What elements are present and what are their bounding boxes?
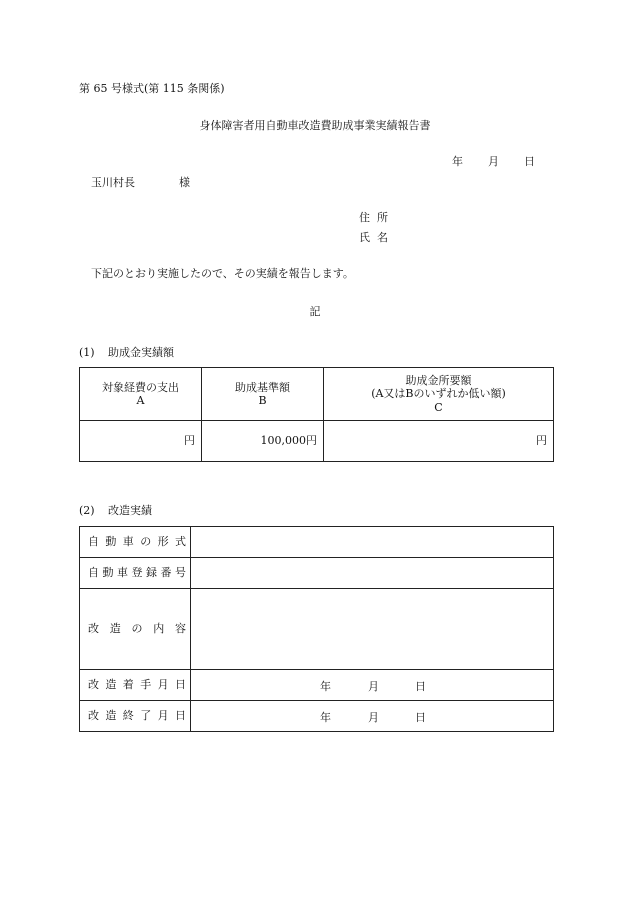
header-standard-amount (202, 368, 324, 421)
value-required-amount[interactable]: 円 (324, 421, 554, 462)
date-day: 日 (524, 155, 535, 168)
value-standard-amount[interactable]: 100,000円 (202, 421, 324, 462)
label-text: 自動車登録番号 (88, 566, 190, 580)
document-title: 身体障害者用自動車改造費助成事業実績報告書 (199, 119, 431, 132)
table-row (80, 589, 554, 670)
label-end-date (80, 701, 191, 732)
field-vehicle-model[interactable] (191, 527, 554, 558)
label-vehicle-model (80, 527, 191, 558)
date-year: 年 (452, 155, 463, 168)
end-day: 日 (415, 711, 426, 724)
form-number: 第 65 号様式(第 115 条関係) (79, 82, 225, 95)
label-start-date (80, 670, 191, 701)
table-row (80, 421, 554, 462)
addressee (91, 177, 190, 188)
address-label: 住所 (359, 211, 395, 224)
section1-heading (79, 347, 174, 358)
header-line: 助成基準額 (235, 380, 290, 394)
field-start-date[interactable] (191, 670, 554, 701)
table-row (80, 701, 554, 732)
label-text: 改造の内容 (88, 622, 197, 636)
addressee-suffix: 様 (179, 176, 190, 189)
header-line: B (258, 394, 267, 407)
label-registration-number (80, 558, 191, 589)
label-text: 改造終了月日 (88, 709, 193, 723)
header-line: (A又はBのいずれか低い額) (371, 387, 506, 401)
report-date (452, 156, 535, 167)
section2-number: (2) (79, 504, 95, 517)
intro-text: 下記のとおり実施したので、その実績を報告します。 (91, 267, 354, 280)
table-row (80, 670, 554, 701)
label-modification-content (80, 589, 197, 670)
start-year: 年 (320, 680, 331, 693)
end-month: 月 (368, 711, 379, 724)
label-text: 自動車の形式 (88, 535, 193, 549)
table-row (80, 527, 554, 558)
section1-title: 助成金実績額 (108, 346, 174, 359)
start-day: 日 (415, 680, 426, 693)
table-header-row (80, 368, 554, 421)
addressee-name: 玉川村長 (91, 176, 135, 189)
header-line: 助成金所要額 (405, 374, 472, 388)
field-end-date[interactable] (191, 701, 554, 732)
header-expense-paid (80, 368, 202, 421)
header-line: 対象経費の支出 (102, 380, 179, 394)
name-label: 氏名 (359, 231, 395, 244)
value-expense-paid[interactable]: 円 (80, 421, 202, 462)
header-line: A (136, 394, 145, 407)
date-month: 月 (488, 155, 499, 168)
ki-heading: 記 (309, 305, 321, 318)
label-text: 改造着手月日 (88, 678, 193, 692)
subsidy-amount-table (79, 367, 554, 462)
field-modification-content[interactable] (191, 589, 554, 670)
header-line: C (434, 400, 443, 414)
end-year: 年 (320, 711, 331, 724)
table-row (80, 558, 554, 589)
modification-table (79, 526, 554, 732)
field-registration-number[interactable] (191, 558, 554, 589)
section2-title: 改造実績 (108, 504, 152, 517)
section2-heading (79, 505, 152, 516)
section1-number: (1) (79, 346, 95, 359)
start-month: 月 (368, 680, 379, 693)
header-required-amount (324, 368, 554, 421)
